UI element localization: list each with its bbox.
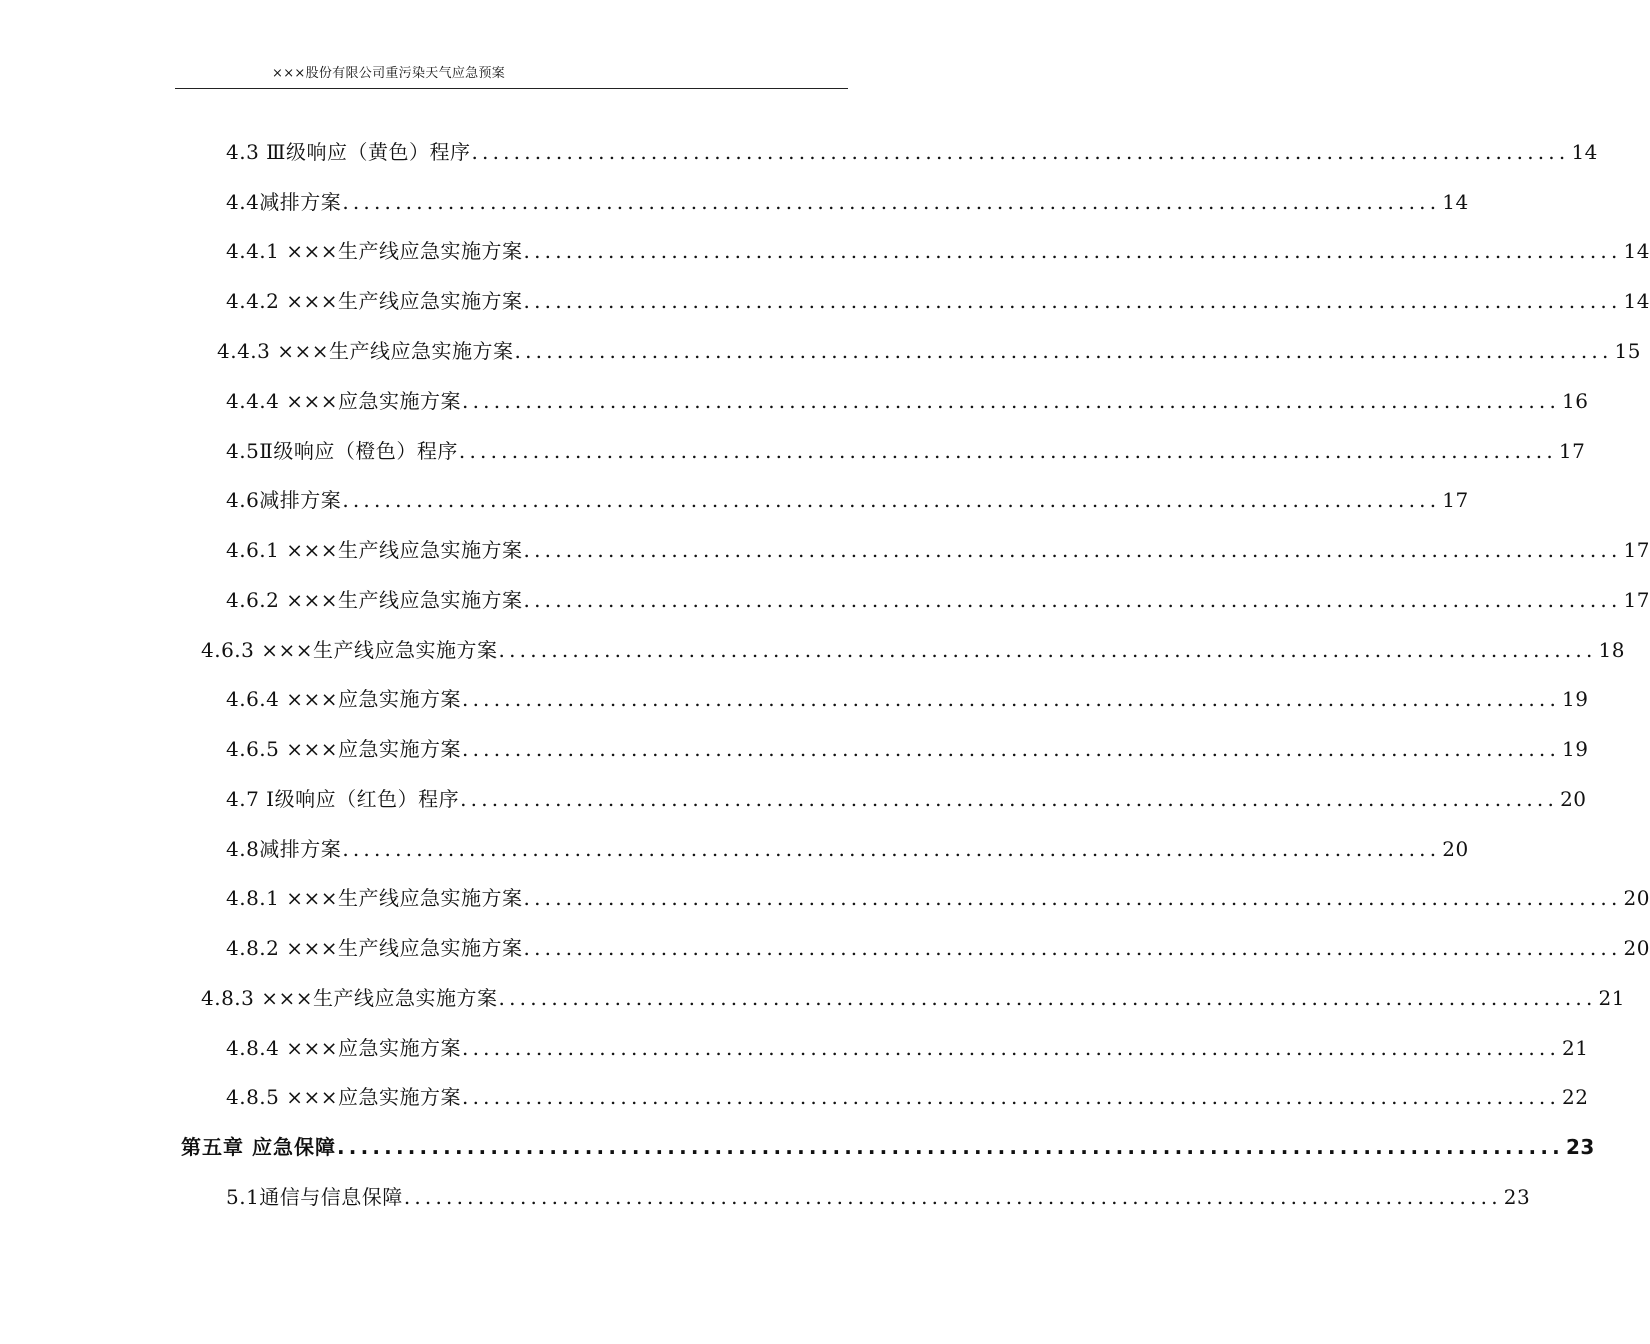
toc-dot-leader: ........................................................................................................ bbox=[458, 439, 1557, 463]
toc-entry-label: 4.6减排方案 bbox=[226, 488, 342, 512]
toc-entry-page: 17 bbox=[1558, 439, 1586, 463]
toc-entry[interactable] bbox=[226, 933, 1650, 963]
toc-dot-leader: ........................................................................................................ bbox=[523, 538, 1622, 562]
toc-entry-label: 4.4.4 ×××应急实施方案 bbox=[226, 389, 462, 413]
toc-entry-label: 4.8.4 ×××应急实施方案 bbox=[226, 1036, 462, 1060]
toc-entry-label: 4.8减排方案 bbox=[226, 837, 342, 861]
toc-dot-leader: ........................................................................................................ bbox=[523, 588, 1622, 612]
toc-entry-label: 4.6.1 ×××生产线应急实施方案 bbox=[226, 538, 523, 562]
toc-entry-label: 4.4.2 ×××生产线应急实施方案 bbox=[226, 289, 523, 313]
toc-entry-page: 17 bbox=[1623, 538, 1650, 562]
toc-entry-page: 17 bbox=[1623, 588, 1650, 612]
toc-chapter-entry[interactable] bbox=[181, 1132, 1595, 1162]
toc-entry-label: 4.3 Ⅲ级响应（黄色）程序 bbox=[226, 140, 471, 164]
toc-dot-leader: ........................................................................................................ bbox=[462, 1036, 1561, 1060]
toc-entry-label: 5.1通信与信息保障 bbox=[226, 1185, 403, 1209]
toc-entry-page: 22 bbox=[1562, 1085, 1589, 1109]
toc-dot-leader: ........................................................................................................ bbox=[342, 190, 1441, 214]
toc-entry-page: 16 bbox=[1562, 389, 1589, 413]
toc-entry[interactable] bbox=[226, 1082, 1589, 1112]
toc-dot-leader: ........................................................................................................ bbox=[523, 886, 1622, 910]
toc-entry[interactable] bbox=[226, 1182, 1531, 1212]
toc-entry-label: 4.6.4 ×××应急实施方案 bbox=[226, 687, 462, 711]
toc-entry[interactable] bbox=[226, 187, 1469, 217]
toc-entry[interactable] bbox=[217, 336, 1641, 366]
toc-entry[interactable] bbox=[226, 386, 1589, 416]
toc-entry-page: 19 bbox=[1562, 687, 1589, 711]
toc-dot-leader: ........................................................................................................ bbox=[462, 687, 1561, 711]
toc-entry-page: 20 bbox=[1442, 837, 1469, 861]
toc-entry[interactable] bbox=[226, 436, 1586, 466]
toc-entry[interactable] bbox=[226, 286, 1650, 316]
toc-entry-page: 18 bbox=[1598, 638, 1625, 662]
toc-entry-page: 20 bbox=[1560, 787, 1587, 811]
toc-entry-label: 4.6.5 ×××应急实施方案 bbox=[226, 737, 462, 761]
toc-dot-leader: ........................................................................................................ bbox=[342, 488, 1441, 512]
toc-entry-page: 17 bbox=[1442, 488, 1469, 512]
toc-entry-page: 20 bbox=[1623, 936, 1650, 960]
toc-dot-leader: ........................................................................................................ bbox=[462, 389, 1561, 413]
toc-dot-leader: ........................................................................................................ bbox=[523, 936, 1622, 960]
toc-entry[interactable] bbox=[201, 635, 1625, 665]
toc-entry-page: 21 bbox=[1562, 1036, 1589, 1060]
toc-entry-label: 4.6.3 ×××生产线应急实施方案 bbox=[201, 638, 498, 662]
toc-entry[interactable] bbox=[226, 485, 1469, 515]
toc-entry-page: 14 bbox=[1571, 140, 1598, 164]
toc-entry-page: 20 bbox=[1623, 886, 1650, 910]
toc-dot-leader: ........................................................................................................ bbox=[523, 289, 1622, 313]
toc-entry-label: 4.4减排方案 bbox=[226, 190, 342, 214]
toc-entry-label: 4.4.1 ×××生产线应急实施方案 bbox=[226, 239, 523, 263]
toc-dot-leader: ........................................................................................................ bbox=[336, 1135, 1564, 1159]
toc-entry[interactable] bbox=[226, 535, 1650, 565]
toc-entry-page: 19 bbox=[1562, 737, 1589, 761]
toc-entry-label: 4.8.3 ×××生产线应急实施方案 bbox=[201, 986, 498, 1010]
toc-entry[interactable] bbox=[226, 834, 1469, 864]
toc-entry-page: 15 bbox=[1614, 339, 1641, 363]
toc-entry-label: 4.8.2 ×××生产线应急实施方案 bbox=[226, 936, 523, 960]
toc-dot-leader: ........................................................................................................ bbox=[498, 638, 1597, 662]
toc-entry[interactable] bbox=[226, 137, 1598, 167]
toc-entry-page: 14 bbox=[1623, 289, 1650, 313]
toc-entry[interactable] bbox=[226, 784, 1587, 814]
toc-entry-label: 4.4.3 ×××生产线应急实施方案 bbox=[217, 339, 514, 363]
toc-dot-leader: ........................................................................................................ bbox=[460, 787, 1559, 811]
toc-dot-leader: ........................................................................................................ bbox=[342, 837, 1441, 861]
toc-dot-leader: ........................................................................................................ bbox=[462, 737, 1561, 761]
toc-dot-leader: ........................................................................................................ bbox=[462, 1085, 1561, 1109]
toc-dot-leader: ........................................................................................................ bbox=[403, 1185, 1502, 1209]
toc-entry[interactable] bbox=[201, 983, 1625, 1013]
toc-entry-label: 4.8.5 ×××应急实施方案 bbox=[226, 1085, 462, 1109]
toc-dot-leader: ........................................................................................................ bbox=[523, 239, 1622, 263]
toc-entry[interactable] bbox=[226, 684, 1589, 714]
toc-entry[interactable] bbox=[226, 585, 1650, 615]
toc-entry-label: 第五章 应急保障 bbox=[181, 1135, 336, 1159]
toc-dot-leader: ........................................................................................................ bbox=[514, 339, 1613, 363]
toc-entry-label: 4.6.2 ×××生产线应急实施方案 bbox=[226, 588, 523, 612]
toc-entry-label: 4.8.1 ×××生产线应急实施方案 bbox=[226, 886, 523, 910]
toc-entry[interactable] bbox=[226, 236, 1650, 266]
toc-entry-label: 4.5Ⅱ级响应（橙色）程序 bbox=[226, 439, 458, 463]
toc-entry-page: 14 bbox=[1623, 239, 1650, 263]
toc-entry[interactable] bbox=[226, 883, 1650, 913]
toc-entry[interactable] bbox=[226, 734, 1589, 764]
toc-entry-page: 21 bbox=[1598, 986, 1625, 1010]
toc-dot-leader: ........................................................................................................ bbox=[471, 140, 1570, 164]
toc-entry-page: 23 bbox=[1503, 1185, 1531, 1209]
toc-entry-page: 23 bbox=[1565, 1135, 1595, 1159]
toc-entry-page: 14 bbox=[1442, 190, 1469, 214]
header-title: ×××股份有限公司重污染天气应急预案 bbox=[272, 66, 506, 81]
toc-dot-leader: ........................................................................................................ bbox=[498, 986, 1597, 1010]
toc-entry-label: 4.7 Ⅰ级响应（红色）程序 bbox=[226, 787, 460, 811]
toc-entry[interactable] bbox=[226, 1033, 1589, 1063]
